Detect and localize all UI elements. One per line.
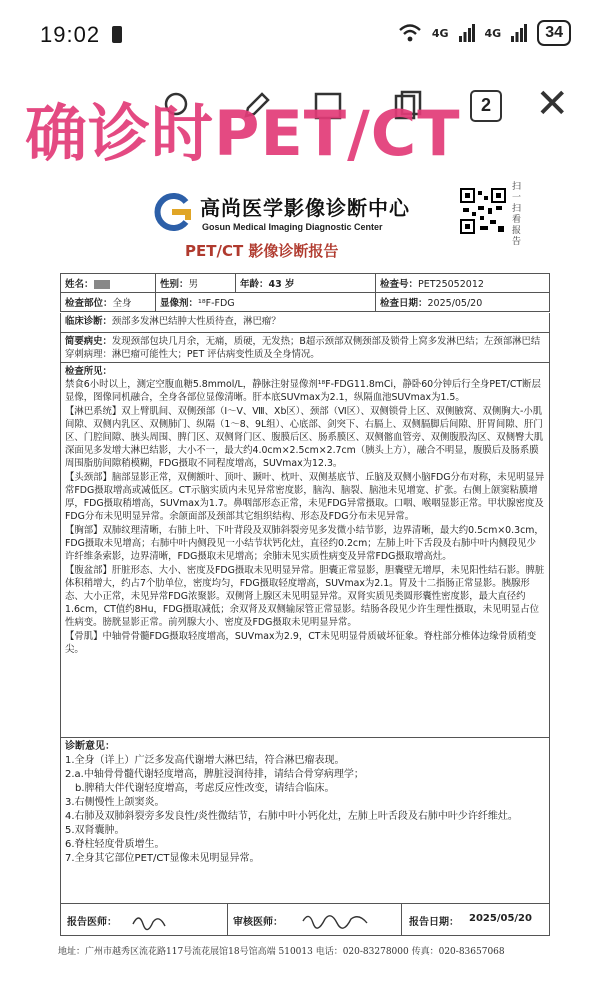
qr-caption: 扫一扫看报告	[512, 182, 522, 247]
doctor-label: 报告医师：	[67, 917, 117, 928]
center-name-cn: 高尚医学影像诊断中心	[200, 196, 410, 220]
age-value: 43 岁	[268, 279, 295, 290]
qr-code-icon[interactable]	[460, 188, 506, 234]
findings-paragraph-abdomen: 【腹盆部】肝脏形态、大小、密度及FDG摄取未见明显异常。胆囊正常显影，胆囊壁无增厚，未见阳性结石影。脾脏体积稍增大，约占7个肋单位，密度均匀，FDG摄取轻度增高，SUVmax为2.1。胃及十二指肠正常显影。胰腺形态、大小正常，未见异常FDG浓聚影。双侧肾上腺区未见明显异常。双肾实质见类圆形囊性密度影，最大直径约1.6cm，CT值约8Hu，FDG摄取减低；余双肾及双侧输尿管正常显影。结肠各段见少许生理性摄取，未见明显占位性病变。膀胱显影正常。前列腺大小、密度及FDG摄取未见明显异常。	[65, 565, 545, 628]
conclusion-item: 7.全身其它部位PET/CT显像未见明显异常。	[65, 853, 260, 864]
tab-count-button[interactable]: 2	[470, 90, 502, 122]
history-label: 简要病史：	[65, 336, 112, 347]
battery-indicator: 34	[537, 20, 571, 46]
gender-label: 性别：	[160, 279, 189, 290]
network-4g-indicator: 4G	[431, 26, 449, 40]
conclusion-section	[60, 738, 550, 904]
center-address: 地址：广州市越秀区流花路117号流花展馆18号馆高端 510013 电话：020-83278000 传真：020-83657068	[58, 947, 505, 957]
reviewer-label: 审核医师：	[233, 917, 283, 928]
exam-no-value: PET25052012	[418, 279, 484, 290]
status-indicators	[398, 20, 571, 46]
findings-paragraph-lymph: 【淋巴系统】双上臂肌间、双侧颈部（Ⅰ～Ⅴ、Ⅷ、Ⅹb区）、颈部（Ⅵ区）、双侧锁骨上区、双侧腋窝、双侧胸大-小肌间隙、双侧内乳区、双侧肺门、纵隔（1～8、9L组）、心底部、剑突下、右膈上、双侧膈脚后间隙、肝胃间隙、肝门区、门腔间隙、胰头周围、脾门区、双侧肾门区、腹膜后区、肠系膜区、双侧髂血管旁、双侧腹股沟区、双侧臀大肌深面见多发增大淋巴结影，大小不一，最大约4.0cm×2.5cm×2.7cm（胰头上方），融合不明显，腹膜后及肠系膜周围脂肪间隙稍模糊，FDG摄取不同程度增高，SUVmax为12.3。	[65, 406, 544, 469]
date-value: 2025/05/20	[427, 298, 483, 309]
findings-paragraph-bone: 【骨肌】中轴骨骨髓FDG摄取轻度增高，SUVmax为2.9，CT未见明显骨质破坏征象。脊柱部分椎体边缘骨质稍变尖。	[65, 631, 537, 655]
history-row	[60, 333, 550, 363]
agent-value: ¹⁸F-FDG	[198, 298, 235, 309]
close-icon[interactable]: ✕	[535, 81, 569, 127]
report-document	[58, 180, 550, 957]
notification-lock-icon	[112, 26, 122, 43]
reviewer-signature	[301, 909, 371, 931]
agent-label: 显像剂：	[160, 298, 199, 309]
patient-info-table	[60, 273, 550, 312]
conclusion-item: 1.全身（详上）广泛多发高代谢增大淋巴结，符合淋巴瘤表现。	[65, 755, 345, 766]
wifi-icon	[398, 23, 422, 43]
findings-paragraph-chest: 【胸部】双肺纹理清晰，右肺上叶、下叶背段及双肺斜裂旁见多发微小结节影，边界清晰，最大约0.5cm×0.3cm，FDG摄取未见增高；右肺中叶内侧段见一小结节状钙化灶，直径约0.2cm；左肺上叶下舌段及右肺中叶内侧段见少许纤维条索影，边界清晰，FDG摄取未见增高；余肺未见实质性病变及异常FDG摄取增高灶。	[65, 525, 544, 562]
conclusion-item: 5.双肾囊肿。	[65, 825, 125, 836]
report-date-value: 2025/05/20	[469, 913, 532, 924]
clinical-label: 临床诊断：	[65, 316, 112, 327]
history-text: 发现颈部包块几月余，无痛，质硬，无发热；B超示颈部双侧颈部及锁骨上窝多发淋巴结；左颈部淋巴结穿刺病理：淋巴瘤可能性大；PET 评估病变性质及全身情况。	[65, 336, 541, 360]
overlay-caption: 确诊时PET/CT	[25, 97, 461, 170]
conclusion-item: b.脾稍大伴代谢轻度增高，考虑反应性改变，请结合临床。	[75, 783, 335, 794]
sign-divider	[401, 904, 402, 935]
signature-row	[60, 904, 550, 936]
clinical-text: 颈部多发淋巴结肿大性质待查，淋巴瘤？	[111, 316, 281, 327]
conclusion-label: 诊断意见：	[65, 741, 115, 752]
part-value: 全身	[112, 298, 132, 309]
findings-paragraph-1: 禁食6小时以上，测定空腹血糖5.8mmol/L，静脉注射显像剂¹⁸F-FDG11.8mCi，静卧60分钟后行全身PET/CT断层显像，图像同机融合，全身各部位显像清晰。肝本底SUVmax为2.1，纵隔血池SUVmax为1.5。	[65, 379, 541, 403]
name-label: 姓名：	[65, 279, 94, 290]
conclusion-item: 2.a.中轴骨骨髓代谢轻度增高，脾脏浸润待排，请结合骨穿病理学；	[65, 769, 364, 780]
name-value-redacted	[94, 280, 110, 289]
doctor-signature	[131, 910, 171, 932]
conclusion-item: 3.右侧慢性上颌窦炎。	[65, 797, 165, 808]
gosun-logo-icon	[152, 192, 192, 232]
clinical-diagnosis-row	[60, 313, 550, 333]
findings-paragraph-head-neck: 【头颈部】脑部显影正常，双侧额叶、顶叶、颞叶、枕叶、双侧基底节、丘脑及双侧小脑FDG分布对称，未见明显异常FDG摄取增高或减低区。CT示脑实质内未见异常密度影，脑沟、脑裂、脑池未见增宽、扩张。右侧上颌窦粘膜增厚，FDG摄取稍增高，SUVmax为1.7。鼻咽部形态正常，未见FDG异常摄取。口咽、喉咽显影正常。甲状腺密度及FDG分布未见明显异常。余颌面部及颈部其它组织结构、形态及FDG分布未见异常。	[65, 472, 545, 522]
findings-label: 检查所见：	[65, 366, 112, 377]
findings-section	[60, 363, 550, 738]
conclusion-item: 4.右肺及双肺斜裂旁多发良性/炎性微结节，右肺中叶小钙化灶，左肺上叶舌段及右肺中叶少许纤维灶。	[65, 811, 518, 822]
status-time: 19:02	[40, 22, 101, 47]
report-date-label: 报告日期：	[409, 917, 459, 928]
conclusion-item: 6.脊柱轻度骨质增生。	[65, 839, 165, 850]
sign-divider	[227, 904, 228, 935]
report-header	[60, 180, 550, 270]
signal-icon	[459, 24, 475, 42]
date-label: 检查日期：	[380, 298, 428, 309]
center-name-en: Gosun Medical Imaging Diagnostic Center	[202, 222, 383, 232]
gender-value: 男	[188, 279, 199, 290]
exam-no-label: 检查号：	[380, 279, 419, 290]
report-title: PET/CT 影像诊断报告	[185, 242, 339, 260]
age-label: 年龄：	[240, 279, 269, 290]
signal-icon-2	[511, 24, 527, 42]
status-bar	[0, 0, 599, 66]
part-label: 检查部位：	[65, 298, 113, 309]
network-4g-indicator-2: 4G	[484, 26, 502, 40]
